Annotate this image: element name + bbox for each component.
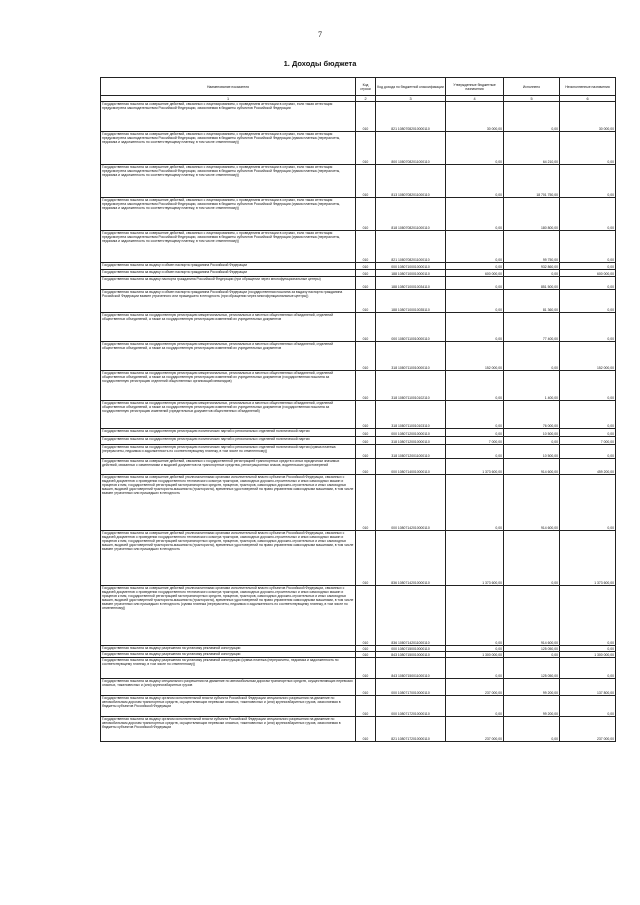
indicator-name-cell: Государственная пошлина за совершение действий, связанных с государственной регистрацией транспортных средств и иных юридически значимых действий, связанных с изменениями и выдачей документов на транспортные средства, регистрационных знаков, водительских удостоверений	[101, 459, 356, 475]
unexecuted-amount-cell: 137 800,00	[560, 679, 616, 696]
income-code-cell: 318 10807110010102110	[376, 371, 446, 401]
header-income-code: Код дохода по бюджетной классификации	[376, 78, 446, 96]
header-approved: Утвержденные бюджетные назначения	[446, 78, 504, 96]
executed-amount-cell: 0,00	[504, 342, 560, 371]
table-row	[101, 263, 616, 270]
executed-amount-cell: 10 500,00	[504, 445, 560, 459]
column-number: 1	[101, 96, 356, 102]
table-row	[101, 165, 616, 198]
line-code-cell: 010	[356, 270, 376, 277]
executed-amount-cell: 180 800,00	[504, 198, 560, 231]
indicator-name-cell: Государственная пошлина за совершение действий, связанных с лицензированием, с проведением аттестации в случаях, если такая аттестация предусмотрена законодательством Российской Федерации, зачисляемая в бюджеты субъектов Российской Федерации (сумма платежа (перерасчеты, недоимка и задолженность по соответствующему платежу, в том числе отмененному))	[101, 231, 356, 263]
indicator-name-cell: Государственная пошлина за совершение действий, связанных с лицензированием, с проведением аттестации в случаях, если такая аттестация предусмотрена законодательством Российской Федерации, зачисляемая в бюджеты субъектов Российской Федерации (сумма платежа (перерасчеты, недоимка и задолженность по соответствующему платежу, в том числе отмененному))	[101, 165, 356, 198]
table-body	[101, 102, 616, 742]
table-header-row	[101, 78, 616, 96]
approved-amount-cell: 0,00	[446, 165, 504, 198]
indicator-name-cell: Государственная пошлина за государственную регистрацию политических партий и региональных отделений политической партии	[101, 429, 356, 437]
unexecuted-amount-cell: 0,00	[560, 132, 616, 165]
line-code-cell: 010	[356, 429, 376, 437]
approved-amount-cell: 152 000,00	[446, 342, 504, 371]
column-number: 3	[376, 96, 446, 102]
table-row	[101, 401, 616, 429]
income-code-cell: 818 10807082011000110	[376, 198, 446, 231]
income-code-cell: 813 10807082011000110	[376, 165, 446, 198]
unexecuted-amount-cell: 0,00	[560, 277, 616, 290]
table-row	[101, 696, 616, 717]
executed-amount-cell: 125 050,00	[504, 646, 560, 652]
line-code-cell: 010	[356, 231, 376, 263]
line-code-cell: 010	[356, 277, 376, 290]
indicator-name-cell: Государственная пошлина за совершение действий уполномоченными органами исполнительной власти субъектов Российской Федерации, связанных с выдачей документов о проведении государственного технического осмотра тракторов, самоходных дорожно-строительных и иных самоходных машин и прицепов к ним, государственной регистрацией мототранспортных средств, прицепов, тракторов, самоходных дорожно-строительных и иных самоходных машин, выдачей удостоверений тракториста-машиниста (тракториста), временных удостоверений на право управления самоходными машинами, в том числе взамен утраченных или пришедших в негодность	[101, 531, 356, 586]
income-code-cell: 821 10807082010000110	[376, 102, 446, 132]
indicator-name-cell: Государственная пошлина за выдачу органом исполнительной власти субъекта Российской Федерации специального разрешения на движение по автомобильным дорогам транспортных средств, осуществляющих перевозки опасных, тяжеловесных и (или) крупногабаритных грузов, зачисляемая в бюджеты субъектов Российской Федерации	[101, 696, 356, 717]
table-row	[101, 132, 616, 165]
table-row	[101, 102, 616, 132]
approved-amount-cell: 0,00	[446, 132, 504, 165]
approved-amount-cell: 0,00	[446, 290, 504, 313]
approved-amount-cell: 0,00	[446, 371, 504, 401]
line-code-cell: 010	[356, 696, 376, 717]
unexecuted-amount-cell: 1 300 000,00	[560, 652, 616, 658]
indicator-name-cell: Государственная пошлина за выдачу специального разрешения на движение по автомобильным дорогам транспортных средств, осуществляющих перевозки опасных, тяжеловесных и (или) крупногабаритных грузов	[101, 679, 356, 696]
approved-amount-cell: 237 000,00	[446, 717, 504, 742]
approved-amount-cell: 0,00	[446, 696, 504, 717]
executed-amount-cell: 76 000,00	[504, 401, 560, 429]
income-code-cell: 843 10807150010000110	[376, 652, 446, 658]
unexecuted-amount-cell: 0,00	[560, 165, 616, 198]
income-code-cell: 836 10807142011000110	[376, 586, 446, 646]
indicator-name-cell: Государственная пошлина за выдачу и обмен паспорта гражданина Российской Федерации	[101, 270, 356, 277]
table-row	[101, 437, 616, 445]
unexecuted-amount-cell: 0,00	[560, 696, 616, 717]
indicator-name-cell: Государственная пошлина за выдачу паспорта гражданина Российской Федерации (при обращении через многофункциональные центры)	[101, 277, 356, 290]
approved-amount-cell: 0,00	[446, 658, 504, 679]
table-row	[101, 277, 616, 290]
indicator-name-cell: Государственная пошлина за выдачу и обмен паспорта гражданина Российской Федерации	[101, 263, 356, 270]
line-code-cell: 010	[356, 371, 376, 401]
approved-amount-cell: 0,00	[446, 313, 504, 342]
executed-amount-cell: 99 750,00	[504, 231, 560, 263]
header-line-code: Код строки	[356, 78, 376, 96]
unexecuted-amount-cell: 152 000,00	[560, 342, 616, 371]
table-row	[101, 445, 616, 459]
income-code-cell: 843 10807150011000110	[376, 658, 446, 679]
line-code-cell: 010	[356, 658, 376, 679]
line-code-cell: 010	[356, 531, 376, 586]
executed-amount-cell: 0,00	[504, 652, 560, 658]
indicator-name-cell: Государственная пошлина за государственную регистрацию межрегиональных, региональных и местных общественных объединений, отделений общественных объединений, а также за государственную регистрацию изменений их учредительных документов	[101, 342, 356, 371]
executed-amount-cell: 10 500,00	[504, 429, 560, 437]
executed-amount-cell: 77 400,00	[504, 313, 560, 342]
table-row	[101, 658, 616, 679]
approved-amount-cell: 0,00	[446, 445, 504, 459]
table-row	[101, 717, 616, 742]
budget-revenue-table	[100, 77, 616, 742]
income-code-cell: 318 10807120010000110	[376, 437, 446, 445]
line-code-cell: 010	[356, 165, 376, 198]
line-code-cell: 010	[356, 652, 376, 658]
approved-amount-cell: 1 300 000,00	[446, 652, 504, 658]
approved-amount-cell: 0,00	[446, 646, 504, 652]
unexecuted-amount-cell: 0,00	[560, 290, 616, 313]
executed-amount-cell: 914 600,00	[504, 475, 560, 531]
income-code-cell: 000 10807140010000110	[376, 459, 446, 475]
unexecuted-amount-cell: 237 000,00	[560, 717, 616, 742]
indicator-name-cell: Государственная пошлина за государственную регистрацию политических партий и региональных отделений политической партии (сумма платежа (перерасчеты, недоимка и задолженность по соответствующему платежу, в том числе по отмененному))	[101, 445, 356, 459]
executed-amount-cell: 914 600,00	[504, 459, 560, 475]
income-code-cell: 821 10807082011000110	[376, 231, 446, 263]
income-code-cell: 821 10807172010000110	[376, 717, 446, 742]
section-title: 1. Доходы бюджета	[283, 59, 357, 68]
executed-amount-cell: 125 050,00	[504, 658, 560, 679]
income-code-cell: 836 10807142010000110	[376, 531, 446, 586]
income-code-cell: 188 10807100010034110	[376, 277, 446, 290]
column-number: 6	[560, 96, 616, 102]
approved-amount-cell: 0,00	[446, 586, 504, 646]
header-unexecuted: Неисполненные назначения	[560, 78, 616, 96]
executed-amount-cell: 99 200,00	[504, 679, 560, 696]
table-row	[101, 459, 616, 475]
table-row	[101, 679, 616, 696]
line-code-cell: 010	[356, 586, 376, 646]
income-code-cell: 188 10807100010000110	[376, 270, 446, 277]
table-row	[101, 586, 616, 646]
executed-amount-cell: 851 500,00	[504, 277, 560, 290]
approved-amount-cell: 0,00	[446, 401, 504, 429]
unexecuted-amount-cell: 0,00	[560, 263, 616, 270]
executed-amount-cell: 0,00	[504, 102, 560, 132]
line-code-cell: 010	[356, 102, 376, 132]
indicator-name-cell: Государственная пошлина за совершение действий уполномоченными органами исполнительной власти субъектов Российской Федерации, связанных с выдачей документов о проведении государственного технического осмотра тракторов, самоходных дорожно-строительных и иных самоходных машин и прицепов к ним, государственной регистрацией мототранспортных средств, прицепов, тракторов, самоходных дорожно-строительных и иных самоходных машин, выдачей удостоверений тракториста-машиниста (тракториста), временных удостоверений на право управления самоходными машинами, в том числе взамен утраченных или пришедших в негодность (сумма платежа (перерасчеты, недоимка и задолженность по соответствующему платежу, в том числе по отмененному))	[101, 586, 356, 646]
indicator-name-cell: Государственная пошлина за выдачу разрешения на установку рекламной конструкции	[101, 646, 356, 652]
line-code-cell: 010	[356, 313, 376, 342]
line-code-cell: 010	[356, 401, 376, 429]
unexecuted-amount-cell: 0,00	[560, 646, 616, 652]
line-code-cell: 010	[356, 459, 376, 475]
approved-amount-cell: 1 373 600,00	[446, 531, 504, 586]
approved-amount-cell: 1 373 600,00	[446, 459, 504, 475]
income-code-cell: 800 10807082011000110	[376, 132, 446, 165]
line-code-cell: 010	[356, 475, 376, 531]
table-row	[101, 270, 616, 277]
income-code-cell: 000 10807142010000110	[376, 475, 446, 531]
approved-amount-cell: 0,00	[446, 198, 504, 231]
approved-amount-cell: 7 000,00	[446, 437, 504, 445]
executed-amount-cell: 932 860,00	[504, 263, 560, 270]
line-code-cell: 010	[356, 646, 376, 652]
unexecuted-amount-cell: 0,00	[560, 475, 616, 531]
line-code-cell: 010	[356, 445, 376, 459]
income-code-cell: 188 10807100010035110	[376, 290, 446, 313]
executed-amount-cell: 1 400,00	[504, 371, 560, 401]
line-code-cell: 010	[356, 717, 376, 742]
approved-amount-cell: 30 000,00	[446, 102, 504, 132]
table-row	[101, 290, 616, 313]
table-row	[101, 231, 616, 263]
approved-amount-cell: 0,00	[446, 429, 504, 437]
unexecuted-amount-cell: 0,00	[560, 198, 616, 231]
column-number: 2	[356, 96, 376, 102]
unexecuted-amount-cell: 600 000,00	[560, 270, 616, 277]
income-code-cell: 318 10807110010103110	[376, 401, 446, 429]
line-code-cell: 010	[356, 342, 376, 371]
executed-amount-cell: 0,00	[504, 531, 560, 586]
executed-amount-cell: 81 360,00	[504, 290, 560, 313]
indicator-name-cell: Государственная пошлина за государственную регистрацию межрегиональных, региональных и местных общественных объединений, отделений общественных объединений, а также за государственную регистрацию изменений их учредительных документов (государственная пошлина за государственную регистрацию изменений учредительных документов общественных объединений)	[101, 401, 356, 429]
table-row	[101, 313, 616, 342]
executed-amount-cell: 18 701 750,00	[504, 165, 560, 198]
income-code-cell: 000 10807120010000110	[376, 429, 446, 437]
indicator-name-cell: Государственная пошлина за выдачу органом исполнительной власти субъекта Российской Федерации специального разрешения на движение по автомобильным дорогам транспортных средств, осуществляющих перевозки опасных, тяжеловесных и (или) крупногабаритных грузов, зачисляемая в бюджеты субъектов Российской Федерации	[101, 717, 356, 742]
column-number: 4	[446, 96, 504, 102]
indicator-name-cell: Государственная пошлина за государственную регистрацию политических партий и региональных отделений политической партии	[101, 437, 356, 445]
indicator-name-cell: Государственная пошлина за государственную регистрацию межрегиональных, региональных и местных общественных объединений, отделений общественных объединений, а также за государственную регистрацию изменений их учредительных документов	[101, 313, 356, 342]
income-code-cell: 000 10807150010000110	[376, 646, 446, 652]
approved-amount-cell: 0,00	[446, 231, 504, 263]
approved-amount-cell: 0,00	[446, 475, 504, 531]
approved-amount-cell: 0,00	[446, 263, 504, 270]
indicator-name-cell: Государственная пошлина за совершение действий, связанных с лицензированием, с проведением аттестации в случаях, если такая аттестация предусмотрена законодательством Российской Федерации, зачисляемая в бюджеты субъектов Российской Федерации (сумма платежа (перерасчеты, недоимка и задолженность по соответствующему платежу, в том числе отмененному))	[101, 198, 356, 231]
table-row	[101, 198, 616, 231]
table-row	[101, 371, 616, 401]
line-code-cell: 010	[356, 679, 376, 696]
executed-amount-cell: 0,00	[504, 717, 560, 742]
unexecuted-amount-cell: 0,00	[560, 429, 616, 437]
line-code-cell: 010	[356, 290, 376, 313]
approved-amount-cell: 0,00	[446, 277, 504, 290]
line-code-cell: 010	[356, 198, 376, 231]
table-row	[101, 475, 616, 531]
page-number: 7	[318, 30, 322, 39]
indicator-name-cell: Государственная пошлина за выдачу и обмен паспорта гражданина Российской Федерации (государственная пошлина за выдачу паспорта гражданина Российской Федерации взамен утраченного или пришедшего в негодность (при обращении через многофункциональные центры))	[101, 290, 356, 313]
income-code-cell: 000 10807170010000110	[376, 679, 446, 696]
table-row	[101, 531, 616, 586]
income-code-cell: 000 10807100010000110	[376, 263, 446, 270]
executed-amount-cell: 0,00	[504, 270, 560, 277]
indicator-name-cell: Государственная пошлина за совершение действий, связанных с лицензированием, с проведением аттестации в случаях, если такая аттестация предусмотрена законодательством Российской Федерации, зачисляемая в бюджеты субъектов Российской Федерации	[101, 102, 356, 132]
line-code-cell: 010	[356, 132, 376, 165]
executed-amount-cell: 914 600,00	[504, 586, 560, 646]
unexecuted-amount-cell: 7 000,00	[560, 437, 616, 445]
income-code-cell: 318 10807110010000110	[376, 342, 446, 371]
table-row	[101, 342, 616, 371]
unexecuted-amount-cell: 30 000,00	[560, 102, 616, 132]
income-code-cell: 000 10807110010000110	[376, 313, 446, 342]
executed-amount-cell: 99 200,00	[504, 696, 560, 717]
unexecuted-amount-cell: 0,00	[560, 401, 616, 429]
indicator-name-cell: Государственная пошлина за государственную регистрацию межрегиональных, региональных и местных общественных объединений, отделений общественных объединений, а также за государственную регистрацию изменений их учредительных документов (государственная пошлина за государственную регистрацию отделений общественных организаций инвалидов)	[101, 371, 356, 401]
executed-amount-cell: 0,00	[504, 437, 560, 445]
line-code-cell: 010	[356, 437, 376, 445]
indicator-name-cell: Государственная пошлина за выдачу разрешения на установку рекламной конструкции	[101, 652, 356, 658]
executed-amount-cell: 64 210,00	[504, 132, 560, 165]
indicator-name-cell: Государственная пошлина за совершение действий, связанных с лицензированием, с проведением аттестации в случаях, если такая аттестация предусмотрена законодательством Российской Федерации, зачисляемая в бюджеты субъектов Российской Федерации (сумма платежа (перерасчеты, недоимка и задолженность по соответствующему платежу, в том числе отмененному))	[101, 132, 356, 165]
indicator-name-cell: Государственная пошлина за совершение действий уполномоченными органами исполнительной власти субъектов Российской Федерации, связанных с выдачей документов о проведении государственного технического осмотра тракторов, самоходных дорожно-строительных и иных самоходных машин и прицепов к ним, государственной регистрацией мототранспортных средств, прицепов, тракторов, самоходных дорожно-строительных и иных самоходных машин, выдачей удостоверений тракториста-машиниста (тракториста), временных удостоверений на право управления самоходными машинами, в том числе взамен утраченных или пришедших в негодность	[101, 475, 356, 531]
unexecuted-amount-cell: 1 373 600,00	[560, 531, 616, 586]
unexecuted-amount-cell: 459 200,00	[560, 459, 616, 475]
column-number: 5	[504, 96, 560, 102]
approved-amount-cell: 237 000,00	[446, 679, 504, 696]
header-executed: Исполнено	[504, 78, 560, 96]
indicator-name-cell: Государственная пошлина за выдачу разрешения на установку рекламной конструкции (сумма платежа (перерасчеты, недоимка и задолженность по соответствующему платежу, в том числе по отмененному))	[101, 658, 356, 679]
unexecuted-amount-cell: 0,00	[560, 313, 616, 342]
table-row	[101, 429, 616, 437]
unexecuted-amount-cell: 0,00	[560, 586, 616, 646]
line-code-cell: 010	[356, 263, 376, 270]
unexecuted-amount-cell: 0,00	[560, 658, 616, 679]
income-code-cell: 000 10807172010000110	[376, 696, 446, 717]
header-indicator-name: Наименование показателя	[101, 78, 356, 96]
unexecuted-amount-cell: 0,00	[560, 445, 616, 459]
unexecuted-amount-cell: 0,00	[560, 231, 616, 263]
income-code-cell: 318 10807120011000110	[376, 445, 446, 459]
unexecuted-amount-cell: 0,00	[560, 371, 616, 401]
approved-amount-cell: 600 000,00	[446, 270, 504, 277]
